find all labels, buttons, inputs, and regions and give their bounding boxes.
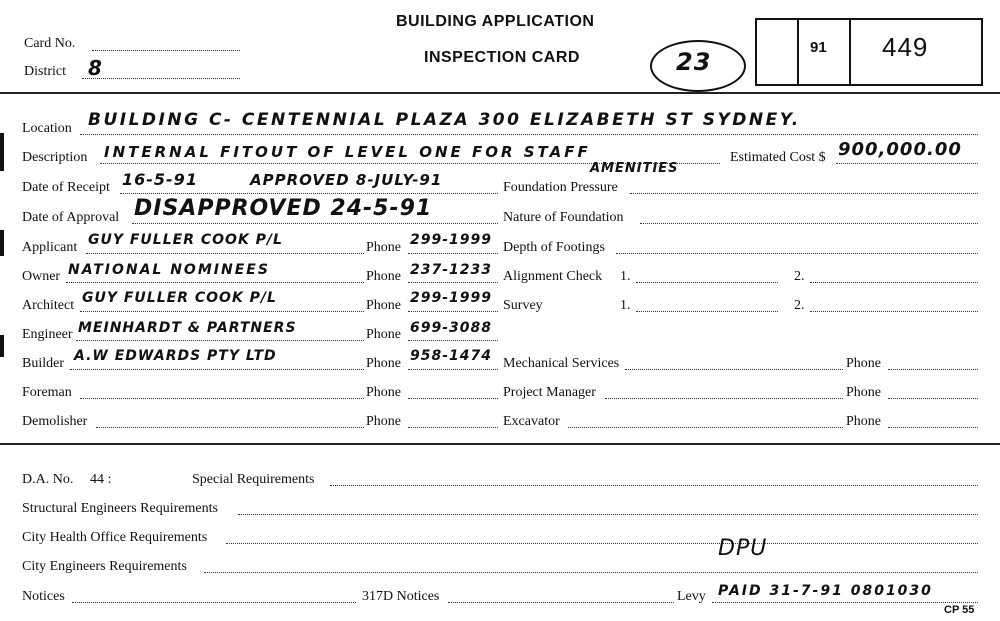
builder-phone-label: Phone [366,356,401,371]
survey-item2-line [810,311,978,312]
applicant-label: Applicant [22,240,78,255]
foundation-pressure-line [630,193,978,194]
demolisher-phone-line [408,427,498,428]
architect-line [80,311,364,312]
builder-value: A.W EDWARDS PTY LTD [74,348,277,364]
demolisher-label: Demolisher [22,414,88,429]
architect-value: GUY FULLER COOK P/L [82,290,277,306]
estimated-cost-value: 900,000.00 [838,139,962,160]
excavator-line [568,427,843,428]
architect-phone-line [408,311,498,312]
survey-item1-line [636,311,778,312]
receipt-label: Date of Receipt [22,180,110,195]
card-number: 449 [882,32,929,62]
district-line [82,78,240,79]
approval-line [132,223,498,224]
city-engineers-requirements-label: City Engineers Requirements [22,559,187,574]
edge-mark [0,335,4,357]
demolisher-phone-label: Phone [366,414,401,429]
depth-of-footings-line [616,253,978,254]
form-title-line2: INSPECTION CARD [424,49,580,66]
survey-item2-label: 2. [794,298,805,313]
engineer-value: MEINHARDT & PARTNERS [78,320,297,336]
applicant-line [86,253,364,254]
receipt-line [120,193,498,194]
engineer-phone-label: Phone [366,327,401,342]
location-value: BUILDING C- CENTENNIAL PLAZA 300 ELIZABETH ST SYDNEY. [88,110,801,130]
da-no-label: D.A. No. [22,472,74,487]
structural-requirements-label: Structural Engineers Requirements [22,501,218,516]
special-requirements-line [330,485,978,486]
circled-number: 23 [676,48,712,76]
special-requirements-label: Special Requirements [192,472,315,487]
approved-note: APPROVED 8-JULY-91 [250,171,443,189]
excavator-phone-line [888,427,978,428]
district-value: 8 [88,56,103,80]
owner-line [66,282,364,283]
approval-value: DISAPPROVED 24-5-91 [134,196,433,221]
foreman-label: Foreman [22,385,72,400]
engineer-phone: 699-3088 [410,320,492,336]
form-code: CP 55 [944,604,975,616]
applicant-phone: 299-1999 [410,232,492,248]
description-value-extra: AMENITIES [590,161,679,176]
owner-value: NATIONAL NOMINEES [68,262,270,278]
requirements-divider [0,443,1000,445]
owner-label: Owner [22,269,61,284]
project-manager-phone-label: Phone [846,385,881,400]
foundation-pressure-label: Foundation Pressure [503,180,618,195]
year-code: 91 [810,39,827,56]
project-manager-label: Project Manager [503,385,596,400]
health-requirements-line [226,543,978,544]
location-label: Location [22,121,72,136]
nature-of-foundation-line [640,223,978,224]
notices-317d-label: 317D Notices [362,589,440,604]
depth-of-footings-label: Depth of Footings [503,240,605,255]
district-label: District [24,64,66,79]
applicant-value: GUY FULLER COOK P/L [88,232,283,248]
mechanical-services-phone-label: Phone [846,356,881,371]
applicant-phone-line [408,253,498,254]
alignment-check-item2-line [810,282,978,283]
edge-mark [0,230,4,256]
levy-label: Levy [677,589,706,604]
applicant-phone-label: Phone [366,240,401,255]
initials: DPU [718,536,768,561]
project-manager-line [605,398,843,399]
receipt-value: 16-5-91 [122,170,198,189]
city-engineers-requirements-line [204,572,978,573]
engineer-phone-line [408,340,498,341]
nature-of-foundation-label: Nature of Foundation [503,210,624,225]
builder-label: Builder [22,356,64,371]
estimated-cost-label: Estimated Cost $ [730,150,826,165]
excavator-phone-label: Phone [846,414,881,429]
mechanical-services-line [625,369,843,370]
header-divider [0,92,1000,94]
owner-phone-line [408,282,498,283]
builder-phone-line [408,369,498,370]
notices-label: Notices [22,589,65,604]
architect-phone-label: Phone [366,298,401,313]
foreman-line [80,398,364,399]
structural-requirements-line [238,514,978,515]
architect-phone: 299-1999 [410,290,492,306]
foreman-phone-line [408,398,498,399]
alignment-check-item1-line [636,282,778,283]
architect-label: Architect [22,298,75,313]
levy-value: PAID 31-7-91 0801030 [718,583,933,599]
notices-317d-line [448,602,674,603]
survey-item1-label: 1. [620,298,631,313]
blank-box [755,18,799,86]
owner-phone-label: Phone [366,269,401,284]
excavator-label: Excavator [503,414,560,429]
location-line [80,134,978,135]
alignment-check-item1-label: 1. [620,269,631,284]
engineer-label: Engineer [22,327,73,342]
description-label: Description [22,150,88,165]
builder-phone: 958-1474 [410,348,492,364]
estimated-cost-line [836,163,978,164]
builder-line [70,369,364,370]
alignment-check-item2-label: 2. [794,269,805,284]
alignment-check-label: Alignment Check [503,269,603,284]
health-requirements-label: City Health Office Requirements [22,530,208,545]
card-no-line [92,50,240,51]
da-no-value: 44 : [90,472,112,487]
owner-phone: 237-1233 [410,262,492,278]
foreman-phone-label: Phone [366,385,401,400]
survey-label: Survey [503,298,543,313]
approval-label: Date of Approval [22,210,120,225]
card-no-label: Card No. [24,36,76,51]
demolisher-line [96,427,364,428]
mechanical-services-phone-line [888,369,978,370]
form-title-line1: BUILDING APPLICATION [396,13,595,30]
description-value: INTERNAL FITOUT OF LEVEL ONE FOR STAFF [104,143,591,161]
engineer-line [76,340,364,341]
project-manager-phone-line [888,398,978,399]
mechanical-services-label: Mechanical Services [503,356,620,371]
levy-line [712,602,978,603]
notices-line [72,602,356,603]
edge-mark [0,133,4,171]
